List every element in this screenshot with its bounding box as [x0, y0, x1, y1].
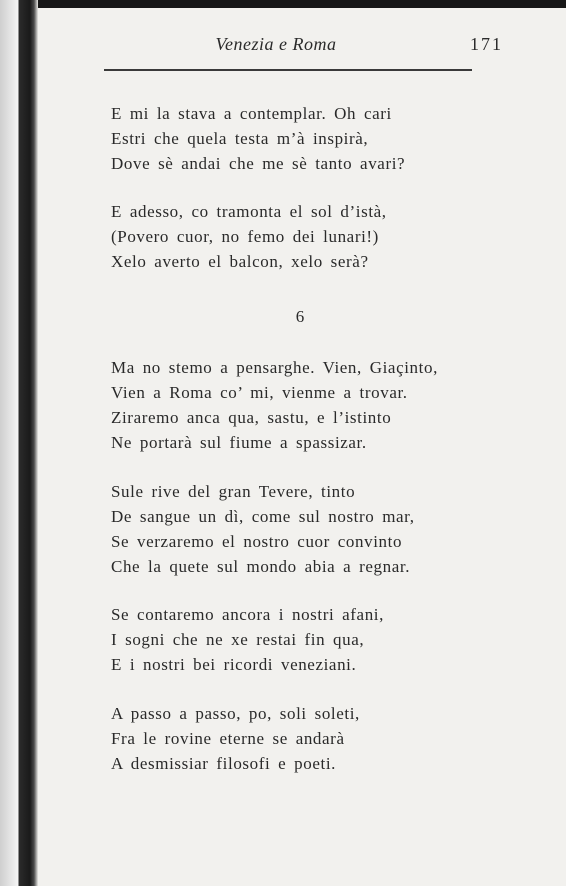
- verse-line: Ziraremo anca qua, sastu, e l’istinto: [111, 408, 392, 427]
- verse-line: A passo a passo, po, soli soleti,: [111, 704, 360, 723]
- verse-line: Se contaremo ancora i nostri afani,: [111, 605, 384, 624]
- verse-line: Xelo averto el balcon, xelo serà?: [111, 252, 369, 271]
- verse-line: De sangue un dì, come sul nostro mar,: [111, 507, 415, 526]
- verse-line: Che la quete sul mondo abia a regnar.: [111, 557, 411, 576]
- page-number: 171: [470, 34, 503, 54]
- header-rule: [104, 69, 472, 71]
- stanza-5: [111, 602, 384, 677]
- verse-line: Ma no stemo a pensarghe. Vien, Giaçinto,: [111, 358, 438, 377]
- verse-line: Ne portarà sul fiume a spassizar.: [111, 433, 367, 452]
- stanza-4: [111, 479, 415, 579]
- verse-line: Vien a Roma co’ mi, vienme a trovar.: [111, 383, 408, 402]
- section-number: 6: [295, 307, 305, 326]
- verse-line: Estri che quela testa m’à inspirà,: [111, 129, 369, 148]
- verse-line: I sogni che ne xe restai fin qua,: [111, 630, 365, 649]
- page-top-edge: [0, 0, 566, 8]
- stanza-6: [111, 701, 360, 776]
- verse-line: A desmissiar filosofi e poeti.: [111, 754, 337, 773]
- book-binding-gutter: [0, 0, 38, 886]
- running-title: Venezia e Roma: [215, 34, 337, 54]
- verse-line: (Povero cuor, no femo dei lunari!): [111, 227, 379, 246]
- verse-line: Fra le rovine eterne se andarà: [111, 729, 345, 748]
- verse-line: Sule rive del gran Tevere, tinto: [111, 482, 356, 501]
- stanza-2: [111, 199, 387, 274]
- stanza-3: [111, 355, 438, 455]
- verse-line: Dove sè andai che me sè tanto avari?: [111, 154, 406, 173]
- verse-line: E mi la stava a contemplar. Oh cari: [111, 104, 392, 123]
- verse-line: Se verzaremo el nostro cuor convinto: [111, 532, 403, 551]
- verse-line: E adesso, co tramonta el sol d’istà,: [111, 202, 387, 221]
- verse-line: E i nostri bei ricordi veneziani.: [111, 655, 357, 674]
- stanza-1: [111, 101, 405, 176]
